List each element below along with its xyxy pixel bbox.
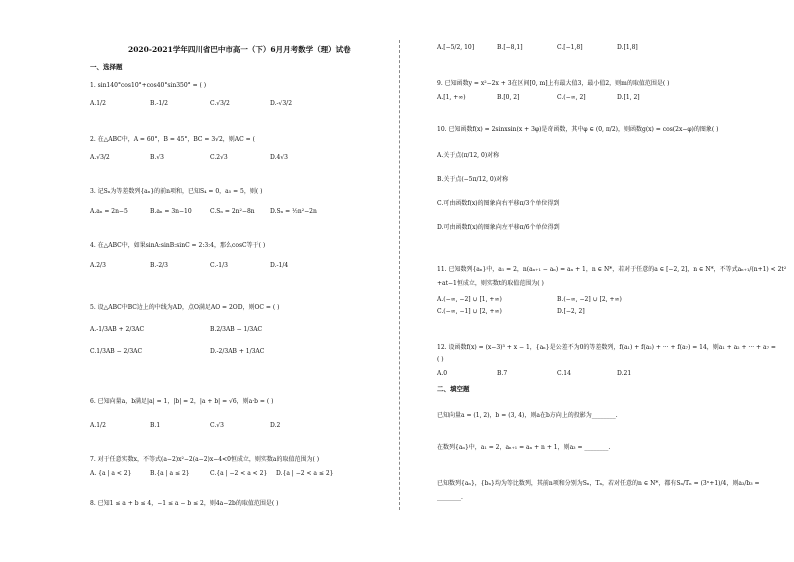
q15-blank: ________. (437, 494, 463, 501)
q14-stem: 在数列{aₙ}中，a₁ = 2，aₙ₊₁ = aₙ + n + 1，则a₃ = ________. (437, 444, 611, 451)
q1-option-a: A.1/2 (90, 100, 106, 107)
q3-stem: 3. 记Sₙ为等差数列{aₙ}的前n项和，已知S₄ = 0，a₅ = 5，则( ) (90, 188, 263, 195)
q10-option-d: D.可由函数f(x)的图象向左平移π/6个单位得到 (437, 224, 560, 231)
q5-option-a: A.-1/3AB + 2/3AC (90, 326, 145, 333)
q8-option-a: A.[−5/2, 10] (437, 44, 475, 51)
q5-option-c: C.1/3AB − 2/3AC (90, 348, 143, 355)
q2-option-a: A.√3/2 (90, 154, 110, 161)
q12-option-c: C.14 (557, 370, 571, 377)
q10-option-c: C.可由函数f(x)的图象向右平移π/3个单位得到 (437, 200, 560, 207)
q9-stem: 9. 已知函数y = x²−2x + 3在区间[0, m]上有最大值3，最小值2，则m的取值范围是( ) (437, 80, 670, 87)
column-divider (399, 40, 400, 510)
q11-stem-cont: +at−1恒成立，则实数t的取值范围为( ) (437, 280, 544, 287)
q6-option-a: A.1/2 (90, 422, 106, 429)
q9-option-b: B.[0, 2] (497, 94, 520, 101)
q13-stem: 已知向量a = (1, 2)，b = (3, 4)，则a在b方向上的投影为________. (437, 412, 618, 419)
q12-option-b: B.7 (497, 370, 508, 377)
q7-option-d: D.{a | −2 < a ≤ 2} (276, 470, 334, 477)
q9-option-d: D.[1, 2] (617, 94, 640, 101)
q2-option-b: B.√3 (150, 154, 164, 161)
q7-option-c: C.{a | −2 < a < 2} (210, 470, 268, 477)
q6-option-c: C.√3 (210, 422, 224, 429)
q12-option-a: A.0 (437, 370, 448, 377)
q3-option-b: B.aₙ = 3n−10 (150, 208, 192, 215)
q11-option-d: D.[−2, 2] (557, 308, 585, 315)
q1-stem: 1. sin140°cos10°+cos40°sin350° = ( ) (90, 82, 207, 89)
q4-option-d: D.-1/4 (270, 262, 289, 269)
q2-stem: 2. 在△ABC中，A = 60°，B = 45°，BC = 3√2，则AC = ( (90, 136, 255, 143)
q10-stem: 10. 已知函数f(x) = 2sinxsin(x + 3φ)是奇函数，其中φ ∈ (0, π/2)，则函数g(x) = cos(2x−φ)的图象( ) (437, 126, 719, 133)
q11-option-c: C.(−∞, −1] ∪ [2, +∞) (437, 308, 502, 315)
q12-stem: 12. 设函数f(x) = (x−3)³ + x − 1，{aₙ}是公差不为0的等差数列，f(a₁) + f(a₂) + ··· + f(a₇) = 14，则a₁ + a₂ + ··· + a₇ = (437, 344, 776, 351)
q6-option-b: B.1 (150, 422, 161, 429)
q3-option-a: A.aₙ = 2n−5 (90, 208, 128, 215)
q9-option-a: A.[1, +∞) (437, 94, 466, 101)
q1-option-c: C.√3/2 (210, 100, 230, 107)
q7-option-a: A. {a | a < 2} (90, 470, 132, 477)
q12-option-d: D.21 (617, 370, 632, 377)
q7-option-b: B.{a | a ≤ 2} (150, 470, 190, 477)
q4-stem: 4. 在△ABC中，如果sinA:sinB:sinC = 2:3:4，那么cosC等于( ) (90, 242, 266, 249)
q10-option-b: B.关于点(−5π/12, 0)对称 (437, 176, 509, 183)
q2-option-d: D.4√3 (270, 154, 288, 161)
q2-option-c: C.2√3 (210, 154, 228, 161)
q8-stem: 8. 已知1 ≤ a + b ≤ 4，−1 ≤ a − b ≤ 2，则4a−2b的取值范围是( ) (90, 500, 279, 507)
section-choice-heading: 一、选择题 (90, 63, 123, 71)
q4-option-b: B.-2/3 (150, 262, 168, 269)
q1-option-d: D.-√3/2 (270, 100, 293, 107)
q11-option-a: A.(−∞, −2] ∪ [1, +∞) (437, 296, 502, 303)
q4-option-a: A.2/3 (90, 262, 106, 269)
q3-option-d: D.Sₙ = ½n²−2n (270, 208, 317, 215)
q5-option-b: B.2/3AB − 1/3AC (210, 326, 263, 333)
q7-stem: 7. 对于任意实数x，不等式(a−2)x²−2(a−2)x−4<0恒成立，则实数a的取值范围为( ) (90, 456, 320, 463)
q6-stem: 6. 已知向量a，b满足|a| = 1，|b| = 2，|a + b| = √6，则a·b = ( ) (90, 398, 274, 405)
page-title: 2020-2021学年四川省巴中市高一（下）6月月考数学（理）试卷 (128, 45, 351, 54)
q8-option-d: D.[1,8] (617, 44, 638, 51)
q11-stem: 11. 已知数列{aₙ}中，a₁ = 2，n(aₙ₊₁ − aₙ) = aₙ + 1，n ∈ N*，若对于任意的a ∈ [−2, 2]，n ∈ N*，不等式aₙ₊₁/(n+1) < 2t² (437, 266, 787, 273)
q8-option-b: B.[−8,1] (497, 44, 523, 51)
q5-option-d: D.-2/3AB + 1/3AC (210, 348, 265, 355)
q12-stem-cont: ( ) (437, 356, 444, 363)
section-fill-heading: 二、填空题 (437, 385, 470, 393)
q1-option-b: B.-1/2 (150, 100, 168, 107)
q4-option-c: C.-1/3 (210, 262, 228, 269)
q10-option-a: A.关于点(π/12, 0)对称 (437, 152, 500, 159)
q6-option-d: D.2 (270, 422, 281, 429)
q3-option-c: C.Sₙ = 2n²−8n (210, 208, 255, 215)
q8-option-c: C.[−1,8] (557, 44, 583, 51)
q11-option-b: B.(−∞, −2] ∪ [2, +∞) (557, 296, 622, 303)
q9-option-c: C.(−∞, 2] (557, 94, 586, 101)
q15-stem: 已知数列{aₙ}，{bₙ}均为等比数列，其前n项和分别为Sₙ，Tₙ，若对任意的n ∈ N*，都有Sₙ/Tₙ = (3ⁿ+1)/4，则a₃/b₃ = (437, 480, 760, 487)
q5-stem: 5. 设△ABC中BC边上的中线为AD，点O满足AO = 2OD，则OC = ( ) (90, 304, 280, 311)
